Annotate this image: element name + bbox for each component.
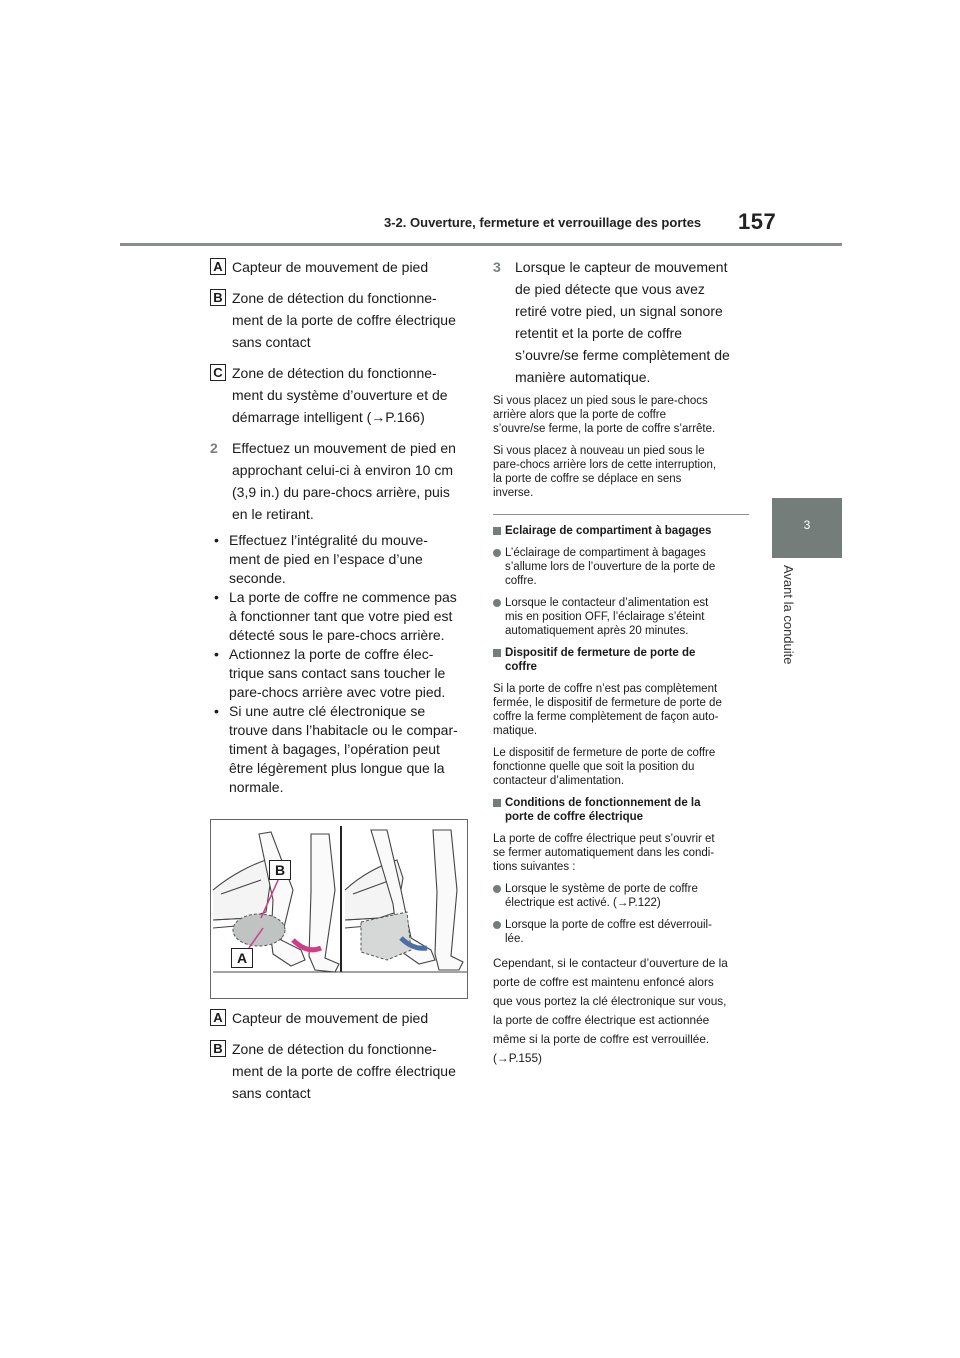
step-3 (493, 256, 751, 388)
text-line: pare-chocs arrière avec votre pied. (229, 684, 446, 700)
text-line: ment de pied en l’espace d’une (229, 551, 423, 567)
text-line: Lorsque le système de porte de coffre (505, 883, 698, 895)
text-line: Eclairage de compartiment à bagages (505, 525, 712, 537)
label-box: C (210, 364, 226, 381)
text-line: manière automatique. (515, 369, 651, 385)
text-line: de pied détecte que vous avez (515, 281, 705, 297)
text-line: coffre (505, 661, 537, 673)
text-line: lée. (505, 933, 524, 945)
kick-sensor-illustration (210, 819, 468, 999)
label-box: B (210, 289, 226, 306)
text-line: fonctionne quelle que soit la position du (493, 761, 695, 773)
section-divider (493, 514, 749, 515)
right-column (493, 256, 751, 1068)
text-line: Dispositif de fermeture de porte de (505, 647, 696, 659)
text-line: Zone de détection du fonctionne- (232, 290, 437, 306)
text-line: Capteur de mouvement de pied (232, 1010, 429, 1026)
text-line: arrière alors que la porte de coffre (493, 409, 667, 421)
dot-item (493, 918, 751, 946)
text-line: mis en position OFF, l’éclairage s’éteint (505, 611, 705, 623)
text-line: seconde. (229, 570, 286, 586)
label-item (210, 1038, 470, 1104)
text-line: électrique est activé. (→P.122) (505, 897, 661, 909)
text-line: retiré votre pied, un signal sonore (515, 303, 723, 319)
text-line: Capteur de mouvement de pied (232, 259, 429, 275)
bullet-item (210, 588, 470, 645)
step-number: 3 (493, 259, 501, 275)
text-line: La porte de coffre électrique peut s’ouvrir et (493, 833, 715, 845)
page-number: 157 (738, 209, 777, 234)
note-paragraph (493, 832, 751, 874)
text-line: retentit et la porte de coffre (515, 325, 683, 341)
header-divider (120, 243, 842, 246)
text-line: automatiquement après 20 minutes. (505, 625, 689, 637)
text-line: détecté sous le pare-chocs arrière. (229, 627, 445, 643)
text-line: Lorsque la porte de coffre est déverrouil- (505, 919, 712, 931)
bullet-list (210, 531, 470, 797)
label-box: A (210, 258, 226, 275)
text-line: Si la porte de coffre n’est pas complètement (493, 683, 718, 695)
text-line: s’ouvre/se ferme, la porte de coffre s’arrête. (493, 423, 716, 435)
text-line: Effectuez un mouvement de pied en (232, 440, 456, 456)
text-line: Zone de détection du fonctionne- (232, 365, 437, 381)
text-line: la porte de coffre se déplace en sens (493, 473, 682, 485)
step-number: 2 (210, 440, 218, 456)
text-line: Si vous placez un pied sous le pare-chocs (493, 395, 708, 407)
text-line: trouve dans l’habitacle ou le compar- (229, 722, 458, 738)
section-heading (493, 646, 751, 674)
chapter-tab (772, 498, 842, 558)
text-line: Cependant, si le contacteur d’ouverture de la (493, 956, 728, 970)
note-paragraph (493, 394, 751, 436)
label-box: A (210, 1009, 226, 1026)
label-box: B (210, 1040, 226, 1057)
text-line: • Si une autre clé électronique se (229, 703, 426, 719)
text-line: Si vous placez à nouveau un pied sous le (493, 445, 705, 457)
chapter-title: Avant la conduite (781, 565, 796, 665)
text-line: • Effectuez l’intégralité du mouve- (229, 532, 428, 548)
section-heading (493, 524, 751, 538)
text-line: L’éclairage de compartiment à bagages (505, 547, 706, 559)
note-paragraph (493, 444, 751, 500)
text-line: Le dispositif de fermeture de porte de coffre (493, 747, 716, 759)
section-heading (493, 796, 751, 824)
text-line: être légèrement plus longue que la (229, 760, 445, 776)
note-paragraph (493, 954, 751, 1068)
text-line: ment du système d’ouverture et de (232, 387, 448, 403)
callout-a: A (231, 948, 253, 968)
label-item (210, 256, 470, 278)
text-line: la porte de coffre électrique est actionnée (493, 1013, 710, 1027)
note-paragraph (493, 746, 751, 788)
text-line: pare-chocs arrière lors de cette interruption, (493, 459, 717, 471)
chapter-title-vertical (781, 565, 803, 675)
text-line: inverse. (493, 487, 534, 499)
text-line: en le retirant. (232, 506, 314, 522)
bullet-item (210, 702, 470, 797)
text-line: matique. (493, 725, 538, 737)
text-line: normale. (229, 779, 284, 795)
text-line: trique sans contact sans toucher le (229, 665, 446, 681)
callout-b: B (269, 860, 291, 880)
text-line: Conditions de fonctionnement de la (505, 797, 701, 809)
text-line: • La porte de coffre ne commence pas (229, 589, 457, 605)
text-line: que vous portez la clé électronique sur vous, (493, 994, 727, 1008)
text-line: coffre la ferme complètement de façon auto- (493, 711, 719, 723)
text-line: démarrage intelligent (→P.166) (232, 409, 425, 425)
text-line: porte de coffre électrique (505, 811, 644, 823)
text-line: s’ouvre/se ferme complètement de (515, 347, 730, 363)
text-line: • Actionnez la porte de coffre élec- (229, 646, 434, 662)
illustration-svg (211, 820, 468, 999)
text-line: sans contact (232, 334, 311, 350)
dot-item (493, 596, 751, 638)
text-line: Lorsque le contacteur d’alimentation est (505, 597, 709, 609)
bullet-item (210, 645, 470, 702)
text-line: approchant celui-ci à environ 10 cm (232, 462, 454, 478)
label-item (210, 362, 470, 428)
label-item (210, 287, 470, 353)
text-line: tions suivantes : (493, 861, 576, 873)
text-line: contacteur d’alimentation. (493, 775, 625, 787)
text-line: s’allume lors de l’ouverture de la porte de (505, 561, 716, 573)
note-paragraph (493, 682, 751, 738)
text-line: ment de la porte de coffre électrique (232, 1063, 456, 1079)
left-column (210, 256, 470, 1113)
chapter-number: 3 (803, 518, 811, 532)
text-line: à fonctionner tant que votre pied est (229, 608, 453, 624)
text-line: Lorsque le capteur de mouvement (515, 259, 728, 275)
step-2 (210, 437, 470, 525)
text-line: timent à bagages, l’opération peut (229, 741, 440, 757)
dot-item (493, 882, 751, 910)
text-line: (3,9 in.) du pare-chocs arrière, puis (232, 484, 450, 500)
bullet-item (210, 531, 470, 588)
text-line: même si la porte de coffre est verrouillée. (493, 1032, 710, 1046)
text-line: coffre. (505, 575, 537, 587)
label-item (210, 1007, 470, 1029)
section-title: 3-2. Ouverture, fermeture et verrouillage des portes (384, 215, 702, 230)
text-line: ment de la porte de coffre électrique (232, 312, 456, 328)
text-line: Zone de détection du fonctionne- (232, 1041, 437, 1057)
text-line: (→P.155) (493, 1051, 542, 1065)
text-line: sans contact (232, 1085, 311, 1101)
dot-item (493, 546, 751, 588)
text-line: porte de coffre est maintenu enfoncé alors (493, 975, 714, 989)
text-line: se fermer automatiquement dans les condi- (493, 847, 715, 859)
text-line: fermée, le dispositif de fermeture de porte de (493, 697, 722, 709)
